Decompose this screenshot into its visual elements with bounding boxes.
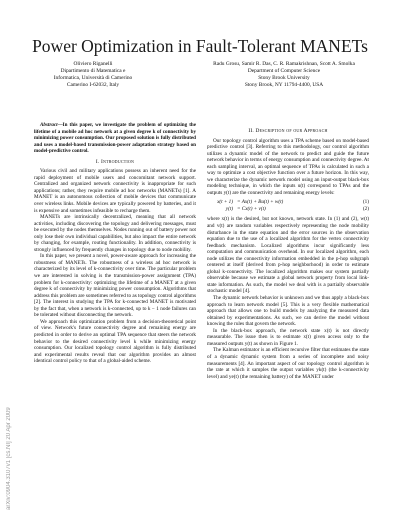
author-block-left bbox=[18, 61, 168, 89]
author-affiliation: Dipartimento di Matematica e bbox=[60, 68, 126, 74]
equation-number: (2) bbox=[362, 206, 369, 213]
equation-lhs: x(t + 1) bbox=[217, 199, 233, 206]
author-name: Oliviero Riganelli bbox=[73, 61, 113, 67]
author-affiliation: Informatica, Università di Camerino bbox=[53, 75, 133, 81]
approach-paragraph: In the black-box approach, the network state x(t) is not directly measurable. The issue then is to estimate x(t) given access only to the measured outputs y(t) as shown in Figure 1. bbox=[207, 327, 369, 347]
abstract-label: Abstract bbox=[40, 122, 58, 128]
equation-1 bbox=[207, 199, 369, 213]
approach-paragraph: where x(t) is the desired, but not known, network state. In (1) and (2), w(t) and v(t) are random variables respectively representing the node mobility disturbance in the state equation and the error sources in the observation equation due to the use of a localized algorithm for the vertex connectivity feedback mechanism. Localized algorithms incur significantly less computation and communication overhead. In our localized algorithm, each node utilizes the connectivity information embedded in the p-hop subgraph centered at itself (derived from p-hop neighborhood) in order to estimate global k-connectivity. The localized algorithm makes our system partially observable because we estimate a global network property from local link-state information. As such, the model we deal with is a partially observable stochastic model [4]. bbox=[207, 216, 369, 295]
intro-paragraph: MANETs are intrinsically decentralized, meaning that all network activities, including discovering the topology and delivering messages, must be executed by the nodes themselves. Nodes running out of battery power not only lose their own individual capabilities, but also impact the entire network by changing, for example, routing functionality. In addition, connectivity is strongly influenced by frequently changes in topology due to node mobility. bbox=[34, 214, 196, 253]
approach-paragraph: Our topology control algorithm uses a TPA scheme based on model-based predictive control [3]. Referring to this methodology, our control algorithm utilizes a dynamic model of the network to predict and guide the future network behavior in terms of energy consumption and connectivity degree. At each sampling interval, an optimal sequence of TPAs is calculated in such a way to optimize a cost objective function over a future horizon. In this way, we characterize the dynamic network model using an input-output black-box modeling technique, in which the inputs u(t) correspond to TPAs and the outputs y(t) are the connectivity and remaining energy levels: bbox=[207, 137, 369, 196]
section-heading-introduction: I. Introduction bbox=[95, 158, 135, 165]
author-address: Camerino I-62032, Italy bbox=[66, 82, 120, 88]
paper-title: Power Optimization in Fault-Tolerant MANETs bbox=[32, 36, 368, 56]
author-names: Radu Grosu, Samir R. Das, C. R. Ramakrishnan, Scott A. Smolka bbox=[213, 61, 355, 67]
author-affiliation: Stony Brook University bbox=[258, 75, 310, 81]
equation-rhs: = Ax(t) + Bu(t) + w(t) bbox=[237, 199, 284, 206]
equation-number: (1) bbox=[362, 199, 369, 206]
intro-paragraph: We approach this optimization problem from a decision-theoretical point of view. Network's future connectivity degree and remaining energy are predicted in order to derive an optimal TPA sequence that steers the network behavior to the desired connectivity level k while minimizing energy consumption. Our localized topology control algorithm is fully distributed and experimental results reveal that our algorithm provides an almost identical control policy to that of a global-aided scheme. bbox=[34, 318, 196, 365]
author-address: Stony Brook, NY 11794-4400, USA bbox=[244, 82, 324, 88]
equation-rhs: = Cx(t) + v(t) bbox=[237, 206, 266, 213]
author-block-right bbox=[172, 61, 396, 89]
arxiv-identifier: arXiv:0904.3107v1 [cs.NI] 20 Apr 2009 bbox=[6, 407, 12, 510]
right-column bbox=[207, 128, 369, 380]
intro-paragraph: In this paper, we present a novel, power-aware approach for increasing the robustness of MANETs. The robustness of a wireless ad hoc network is characterized by its level of k-connectivity over time. The particular problem we are interested in solving is the transmission-power assignment (TPA) problem for k-connectivity: optimizing the lifetime of a MANET at a given degree k of connectivity by minimizing power consumption. Algorithms that address this problem are sometimes referred to as topology control algorithms [2]. The interest in studying the TPA for k-connected MANET is motivated by the fact that, when a network is k-connected, up to k − 1 node failures can be tolerated without disconnecting the network. bbox=[34, 253, 196, 319]
section-heading-approach: II. Description of our Approach bbox=[248, 128, 328, 134]
approach-paragraph: The Kalman estimator is an efficient recursive filter that estimates the state of a dynamic dynamic system from a series of incomplete and noisy measurements [4]. An important aspect of our topology control algorithm is the rate at which it samples the output variables yk(t) (the k-connectivity level) and ye(t) (the remaining battery) of the MANET under bbox=[207, 347, 369, 380]
author-affiliation: Department of Computer Science bbox=[247, 68, 321, 74]
approach-paragraph: The dynamic network behavior is unknown and we thus apply a black-box approach to learn network model [5]. This is a very flexible mathematical approach that allows one to build models by analyzing the measured data obtained by experimentations. As such, we can derive the model without knowing the rules that govern the network. bbox=[207, 295, 369, 328]
abstract-text: —In this paper, we investigate the problem of optimizing the lifetime of a mobile ad hoc network at a given degree k of connectivity by minimizing power consumption. Our proposed solution is fully distributed and uses a model-based transmission-power adaptation strategy based on model-predictive control. bbox=[34, 122, 196, 155]
intro-paragraph: Various civil and military applications possess an inherent need for the rapid deployment of mobile users and concomitant network support. Centralized and organized network connectivity is inappropriate for such applications; rather, they require mobile ad hoc networks (MANETs) [1]. A MANET is an autonomous collection of mobile devices that communicate over wireless links. Mobile devices are typically powered by batteries, and it is expensive and sometimes infeasible to recharge them. bbox=[34, 168, 196, 214]
abstract bbox=[34, 122, 196, 155]
equation-lhs: y(t) bbox=[225, 206, 233, 213]
left-column bbox=[34, 122, 196, 365]
